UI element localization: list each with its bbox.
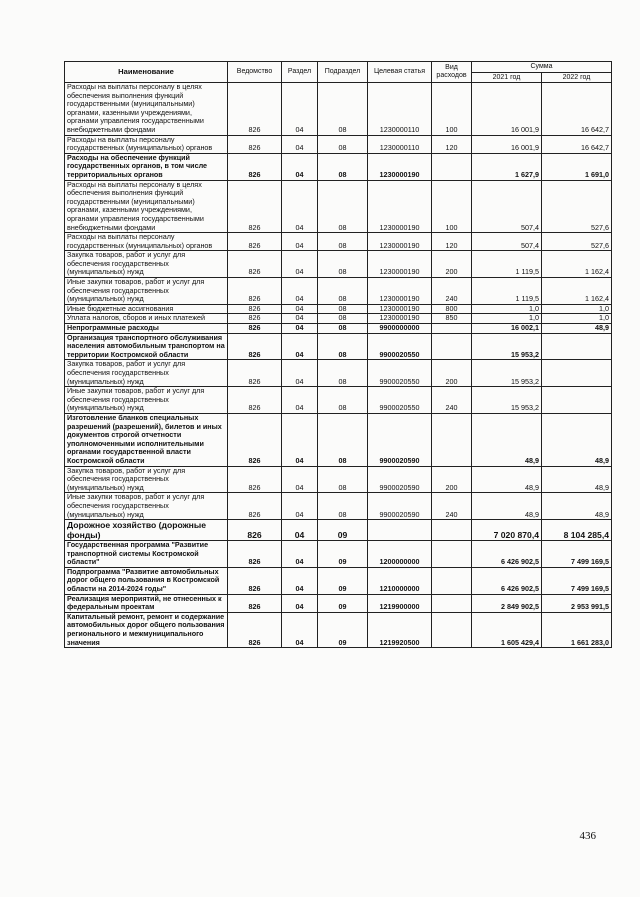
row-subsection: 08 [318, 314, 368, 324]
table-row [65, 387, 612, 414]
row-sum-2021: 48,9 [472, 493, 542, 520]
row-dept: 826 [228, 520, 282, 541]
row-exp [432, 594, 472, 612]
row-name: Закупка товаров, работ и услуг для обеспечения государственных (муниципальных) нужд [65, 251, 228, 278]
row-sum-2022: 1 661 283,0 [542, 612, 612, 647]
row-subsection: 08 [318, 83, 368, 136]
row-name: Расходы на выплаты персоналу в целях обеспечения выполнения функций государственными (муниципальными) органами, казенными учреждениями, органами управления государственными внебюджетными фондами [65, 83, 228, 136]
row-name: Расходы на выплаты персоналу государственных (муниципальных) органов [65, 233, 228, 251]
row-subsection: 08 [318, 413, 368, 466]
row-name: Иные закупки товаров, работ и услуг для обеспечения государственных (муниципальных) нужд [65, 278, 228, 305]
row-subsection: 08 [318, 153, 368, 180]
row-exp: 100 [432, 180, 472, 233]
row-sum-2021: 507,4 [472, 233, 542, 251]
row-dept: 826 [228, 466, 282, 493]
row-exp: 240 [432, 387, 472, 414]
row-sum-2022: 1,0 [542, 314, 612, 324]
row-section: 04 [282, 251, 318, 278]
table-row [65, 466, 612, 493]
row-section: 04 [282, 83, 318, 136]
row-target: 1230000110 [368, 83, 432, 136]
header-dept: Ведомство [228, 62, 282, 83]
row-subsection: 08 [318, 251, 368, 278]
row-name: Закупка товаров, работ и услуг для обеспечения государственных (муниципальных) нужд [65, 360, 228, 387]
row-subsection: 08 [318, 324, 368, 334]
row-subsection: 08 [318, 180, 368, 233]
row-name: Капитальный ремонт, ремонт и содержание автомобильных дорог общего пользования регионального и межмуниципального значения [65, 612, 228, 647]
row-sum-2022: 1 691,0 [542, 153, 612, 180]
row-exp: 240 [432, 493, 472, 520]
table-row [65, 304, 612, 314]
row-section: 04 [282, 466, 318, 493]
row-dept: 826 [228, 612, 282, 647]
row-exp [432, 153, 472, 180]
row-sum-2021: 6 426 902,5 [472, 567, 542, 594]
row-section: 04 [282, 233, 318, 251]
table-row [65, 612, 612, 647]
row-section: 04 [282, 333, 318, 360]
row-target: 9900020590 [368, 413, 432, 466]
table-row [65, 233, 612, 251]
row-sum-2022: 48,9 [542, 493, 612, 520]
table-row [65, 324, 612, 334]
row-dept: 826 [228, 333, 282, 360]
row-sum-2022: 48,9 [542, 466, 612, 493]
row-section: 04 [282, 314, 318, 324]
row-name: Закупка товаров, работ и услуг для обеспечения государственных (муниципальных) нужд [65, 466, 228, 493]
row-sum-2021: 6 426 902,5 [472, 541, 542, 568]
row-subsection: 08 [318, 466, 368, 493]
row-exp: 200 [432, 360, 472, 387]
row-section: 04 [282, 387, 318, 414]
row-subsection: 08 [318, 233, 368, 251]
row-target: 9900020550 [368, 360, 432, 387]
row-section: 04 [282, 493, 318, 520]
row-dept: 826 [228, 153, 282, 180]
row-subsection: 09 [318, 541, 368, 568]
row-subsection: 08 [318, 304, 368, 314]
row-target: 1210000000 [368, 567, 432, 594]
row-section: 04 [282, 304, 318, 314]
table-row [65, 493, 612, 520]
row-exp [432, 612, 472, 647]
row-sum-2021: 1 119,5 [472, 278, 542, 305]
row-dept: 826 [228, 251, 282, 278]
row-exp: 200 [432, 251, 472, 278]
row-name: Уплата налогов, сборов и иных платежей [65, 314, 228, 324]
row-exp: 240 [432, 278, 472, 305]
row-sum-2021: 1 605 429,4 [472, 612, 542, 647]
table-row [65, 83, 612, 136]
row-sum-2022: 527,6 [542, 233, 612, 251]
row-exp [432, 567, 472, 594]
row-sum-2022: 1,0 [542, 304, 612, 314]
row-section: 04 [282, 360, 318, 387]
row-exp: 850 [432, 314, 472, 324]
row-target: 1219920500 [368, 612, 432, 647]
header-year-2021: 2021 год [472, 73, 542, 83]
row-subsection: 09 [318, 612, 368, 647]
row-dept: 826 [228, 541, 282, 568]
row-target: 1200000000 [368, 541, 432, 568]
row-sum-2021: 48,9 [472, 466, 542, 493]
row-section: 04 [282, 541, 318, 568]
row-sum-2022: 527,6 [542, 180, 612, 233]
row-sum-2022 [542, 387, 612, 414]
row-dept: 826 [228, 324, 282, 334]
row-sum-2022: 16 642,7 [542, 135, 612, 153]
row-section: 04 [282, 567, 318, 594]
row-exp [432, 520, 472, 541]
table-row [65, 360, 612, 387]
row-dept: 826 [228, 304, 282, 314]
header-name: Наименование [65, 62, 228, 83]
table-row [65, 135, 612, 153]
row-sum-2021: 1,0 [472, 314, 542, 324]
table-row [65, 520, 612, 541]
row-name: Реализация мероприятий, не отнесенных к федеральным проектам [65, 594, 228, 612]
row-exp: 120 [432, 233, 472, 251]
row-name: Подпрограмма "Развитие автомобильных дорог общего пользования в Костромской области на 2014-2024 годы" [65, 567, 228, 594]
header-exp: Вид расходов [432, 62, 472, 83]
row-subsection: 08 [318, 333, 368, 360]
row-target: 1230000190 [368, 251, 432, 278]
page-number: 436 [579, 830, 596, 842]
row-subsection: 08 [318, 278, 368, 305]
table-row [65, 314, 612, 324]
row-dept: 826 [228, 360, 282, 387]
row-dept: 826 [228, 493, 282, 520]
table-row [65, 541, 612, 568]
row-target [368, 520, 432, 541]
row-sum-2022: 7 499 169,5 [542, 541, 612, 568]
row-name: Расходы на выплаты персоналу в целях обеспечения выполнения функций государственными (муниципальными) органами, казенными учреждениями, органами управления государственными внебюджетными фондами [65, 180, 228, 233]
row-exp: 100 [432, 83, 472, 136]
row-sum-2022 [542, 333, 612, 360]
row-name: Государственная программа "Развитие транспортной системы Костромской области" [65, 541, 228, 568]
row-section: 04 [282, 520, 318, 541]
row-dept: 826 [228, 594, 282, 612]
table-row [65, 413, 612, 466]
row-sum-2021: 1 627,9 [472, 153, 542, 180]
row-name: Изготовление бланков специальных разрешений (разрешений), билетов и иных документов строгой отчетности уполномоченными исполнительными органами государственной власти Костромской области [65, 413, 228, 466]
row-exp: 200 [432, 466, 472, 493]
row-sum-2021: 48,9 [472, 413, 542, 466]
row-target: 9900020590 [368, 493, 432, 520]
table-row [65, 567, 612, 594]
row-exp [432, 333, 472, 360]
row-subsection: 08 [318, 135, 368, 153]
row-name: Дорожное хозяйство (дорожные фонды) [65, 520, 228, 541]
row-target: 1230000190 [368, 278, 432, 305]
row-target: 9900020590 [368, 466, 432, 493]
row-dept: 826 [228, 314, 282, 324]
row-subsection: 08 [318, 387, 368, 414]
row-exp: 800 [432, 304, 472, 314]
row-subsection: 09 [318, 520, 368, 541]
row-subsection: 09 [318, 567, 368, 594]
row-sum-2021: 16 001,9 [472, 135, 542, 153]
table-row [65, 153, 612, 180]
header-year-2022: 2022 год [542, 73, 612, 83]
row-target: 1230000190 [368, 304, 432, 314]
row-exp [432, 324, 472, 334]
row-target: 1230000190 [368, 153, 432, 180]
row-target: 1230000190 [368, 314, 432, 324]
row-name: Непрограммные расходы [65, 324, 228, 334]
row-sum-2021: 1,0 [472, 304, 542, 314]
row-sum-2021: 16 002,1 [472, 324, 542, 334]
row-dept: 826 [228, 180, 282, 233]
header-target: Целевая статья [368, 62, 432, 83]
row-sum-2022: 1 162,4 [542, 251, 612, 278]
row-dept: 826 [228, 278, 282, 305]
row-dept: 826 [228, 233, 282, 251]
row-sum-2022: 7 499 169,5 [542, 567, 612, 594]
row-sum-2021: 16 001,9 [472, 83, 542, 136]
row-section: 04 [282, 180, 318, 233]
table-row [65, 251, 612, 278]
row-exp: 120 [432, 135, 472, 153]
row-exp [432, 413, 472, 466]
row-section: 04 [282, 153, 318, 180]
row-sum-2022: 48,9 [542, 324, 612, 334]
row-section: 04 [282, 413, 318, 466]
row-sum-2022: 1 162,4 [542, 278, 612, 305]
row-sum-2022: 48,9 [542, 413, 612, 466]
row-name: Иные бюджетные ассигнования [65, 304, 228, 314]
header-section: Раздел [282, 62, 318, 83]
row-name: Организация транспортного обслуживания населения автомобильным транспортом на территории Костромской области [65, 333, 228, 360]
row-target: 1219900000 [368, 594, 432, 612]
row-sum-2021: 1 119,5 [472, 251, 542, 278]
row-dept: 826 [228, 135, 282, 153]
row-section: 04 [282, 135, 318, 153]
row-target: 1230000190 [368, 180, 432, 233]
row-section: 04 [282, 278, 318, 305]
row-dept: 826 [228, 83, 282, 136]
row-section: 04 [282, 324, 318, 334]
row-name: Иные закупки товаров, работ и услуг для обеспечения государственных (муниципальных) нужд [65, 387, 228, 414]
row-sum-2021: 15 953,2 [472, 387, 542, 414]
row-dept: 826 [228, 567, 282, 594]
row-section: 04 [282, 594, 318, 612]
row-target: 9900020550 [368, 333, 432, 360]
row-subsection: 08 [318, 360, 368, 387]
budget-table [64, 61, 612, 648]
row-target: 9900020550 [368, 387, 432, 414]
row-name: Расходы на выплаты персоналу государственных (муниципальных) органов [65, 135, 228, 153]
row-exp [432, 541, 472, 568]
row-sum-2022: 16 642,7 [542, 83, 612, 136]
table-row [65, 278, 612, 305]
row-name: Расходы на обеспечение функций государственных органов, в том числе территориальных органов [65, 153, 228, 180]
row-sum-2021: 507,4 [472, 180, 542, 233]
row-target: 9900000000 [368, 324, 432, 334]
header-subsection: Подраздел [318, 62, 368, 83]
row-sum-2021: 7 020 870,4 [472, 520, 542, 541]
row-subsection: 09 [318, 594, 368, 612]
row-target: 1230000110 [368, 135, 432, 153]
row-target: 1230000190 [368, 233, 432, 251]
row-subsection: 08 [318, 493, 368, 520]
table-row [65, 333, 612, 360]
row-section: 04 [282, 612, 318, 647]
row-dept: 826 [228, 387, 282, 414]
row-sum-2021: 15 953,2 [472, 360, 542, 387]
table-row [65, 594, 612, 612]
row-sum-2022: 8 104 285,4 [542, 520, 612, 541]
row-sum-2022: 2 953 991,5 [542, 594, 612, 612]
table-row [65, 180, 612, 233]
row-sum-2021: 2 849 902,5 [472, 594, 542, 612]
row-sum-2022 [542, 360, 612, 387]
row-name: Иные закупки товаров, работ и услуг для обеспечения государственных (муниципальных) нужд [65, 493, 228, 520]
row-sum-2021: 15 953,2 [472, 333, 542, 360]
header-sum: Сумма [472, 62, 612, 73]
row-dept: 826 [228, 413, 282, 466]
